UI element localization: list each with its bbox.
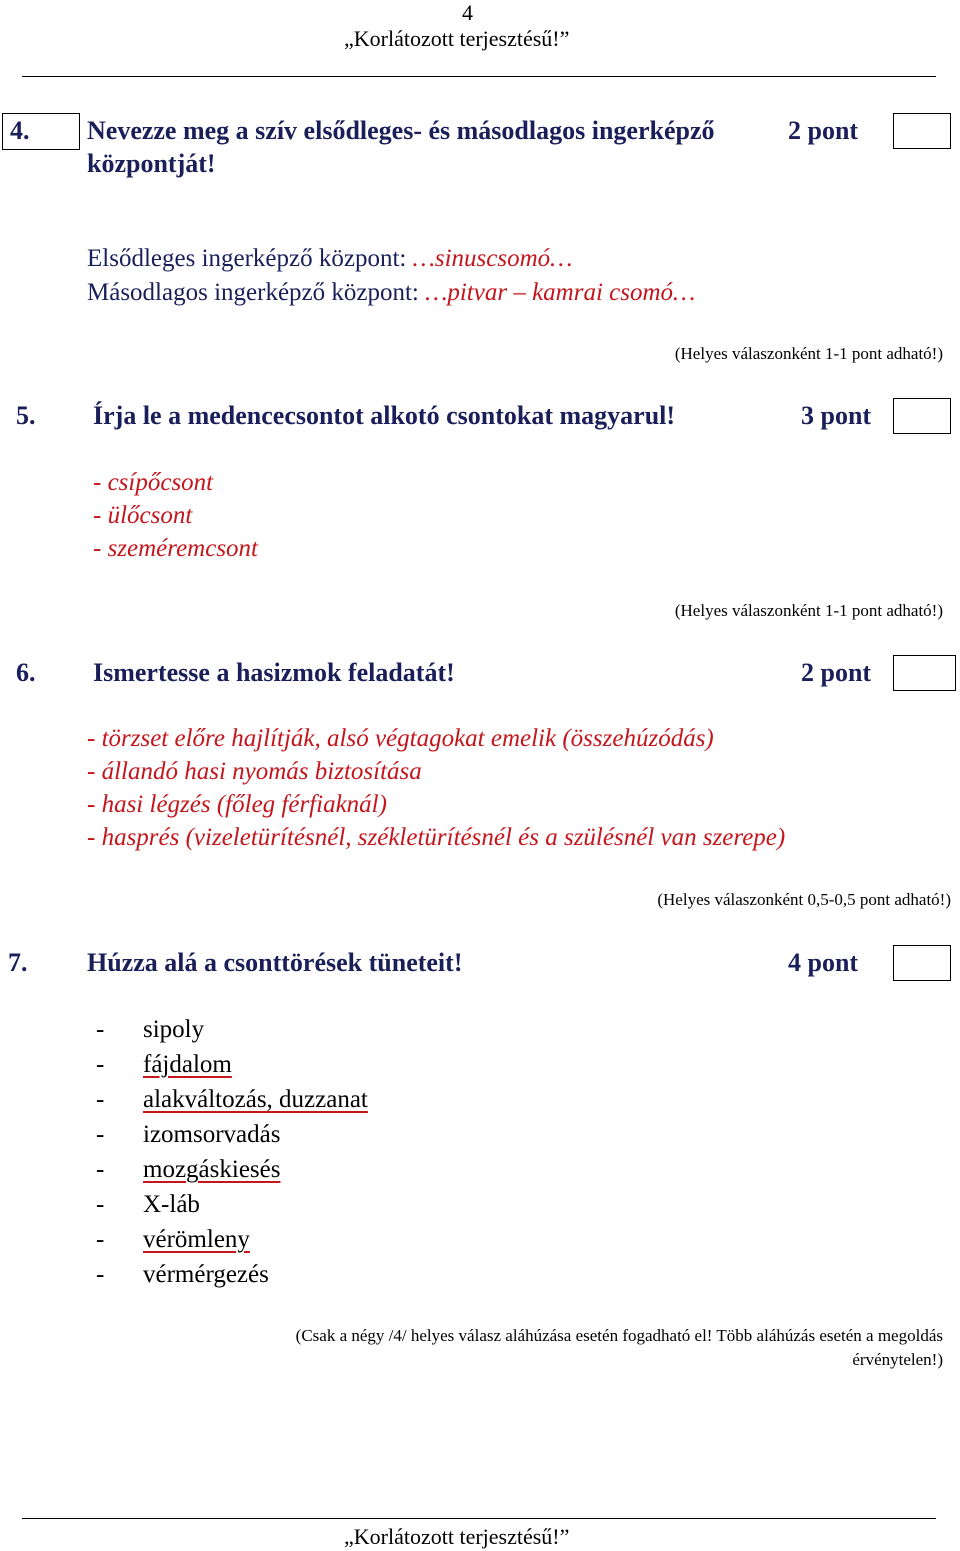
question-6-answer-1: - törzset előre hajlítják, alsó végtagokat emelik (összehúzódás): [87, 725, 714, 752]
question-5-answer-1: - csípőcsont: [93, 469, 214, 496]
question-6-score-box[interactable]: [893, 655, 956, 691]
question-5-answer-3: - szeméremcsont: [93, 535, 259, 562]
symptom-label: izomsorvadás: [143, 1121, 281, 1148]
question-4-scoring-note: (Helyes válaszonként 1-1 pont adható!): [674, 344, 943, 363]
symptom-option[interactable]: [96, 1226, 250, 1254]
question-5-score-box[interactable]: [893, 398, 951, 434]
symptom-label: fájdalom: [143, 1051, 232, 1078]
symptom-label: alakváltozás, duzzanat: [143, 1086, 368, 1113]
question-5-points: 3 pont: [801, 401, 872, 430]
symptom-option[interactable]: [96, 1156, 280, 1184]
question-6-title: Ismertesse a hasizmok feladatát!: [93, 658, 455, 687]
symptom-dash: -: [96, 1226, 105, 1253]
question-6-scoring-note: (Helyes válaszonként 0,5-0,5 pont adható!): [657, 890, 951, 909]
question-4-answer-1: [87, 245, 572, 273]
question-6-answer-2: - állandó hasi nyomás biztosítása: [87, 758, 422, 785]
footer-restricted-label: „Korlátozott terjesztésű!”: [344, 1524, 570, 1549]
symptom-option[interactable]: [96, 1261, 269, 1289]
question-6-answer-4: - hasprés (vizeletürítésnél, székletürítésnél és a szülésnél van szerepe): [87, 824, 786, 851]
question-5-scoring-note: (Helyes válaszonként 1-1 pont adható!): [674, 601, 943, 620]
question-6-points: 2 pont: [801, 658, 872, 687]
question-4-title: Nevezze meg a szív elsődleges- és másodlagos ingerképző: [87, 116, 715, 145]
question-6-answer-3: - hasi légzés (főleg férfiaknál): [87, 791, 387, 818]
footer-rule: [22, 1518, 936, 1519]
question-4-number: 4.: [10, 116, 30, 145]
question-4-answer-1-label: Elsődleges ingerképző központ:: [87, 245, 413, 272]
question-5-answer-2: - ülőcsont: [93, 502, 193, 529]
question-7-scoring-note: (Csak a négy /4/ helyes válasz aláhúzása esetén fogadható el! Több aláhúzás esetén a megoldás: [295, 1326, 943, 1345]
symptom-label: X-láb: [143, 1191, 200, 1218]
question-7-scoring-note-cont: érvénytelen!): [852, 1350, 943, 1369]
question-4-answer-2-label: Másodlagos ingerképző központ:: [87, 279, 426, 306]
question-4-score-box[interactable]: [893, 113, 951, 149]
page-number: 4: [462, 0, 473, 25]
question-7-score-box[interactable]: [893, 945, 951, 981]
symptom-dash: -: [96, 1016, 105, 1043]
symptom-label: sipoly: [143, 1016, 205, 1043]
question-4-answer-2-value: …pitvar – kamrai csomó…: [425, 279, 696, 306]
symptom-label: vérömleny: [143, 1226, 250, 1253]
header-restricted-label: „Korlátozott terjesztésű!”: [344, 26, 570, 51]
question-4-title-cont: központját!: [87, 149, 216, 178]
question-4-answer-2: [87, 279, 695, 307]
symptom-option[interactable]: [96, 1086, 368, 1114]
symptom-label: mozgáskiesés: [143, 1156, 281, 1183]
symptom-dash: -: [96, 1156, 105, 1183]
question-4-points: 2 pont: [788, 116, 859, 145]
question-6-number: 6.: [16, 658, 36, 687]
question-7-title: Húzza alá a csonttörések tüneteit!: [87, 948, 463, 977]
symptom-option[interactable]: [96, 1016, 204, 1044]
symptom-dash: -: [96, 1121, 105, 1148]
question-5-number: 5.: [16, 401, 36, 430]
question-5-title: Írja le a medencecsontot alkotó csontokat magyarul!: [93, 401, 676, 430]
question-7-points: 4 pont: [788, 948, 859, 977]
symptom-option[interactable]: [96, 1191, 200, 1219]
symptom-dash: -: [96, 1191, 105, 1218]
symptom-option[interactable]: [96, 1121, 280, 1149]
symptom-dash: -: [96, 1051, 105, 1078]
symptom-dash: -: [96, 1086, 105, 1113]
symptom-dash: -: [96, 1261, 105, 1288]
symptom-label: vérmérgezés: [143, 1261, 269, 1288]
header-rule: [22, 76, 936, 77]
symptom-option[interactable]: [96, 1051, 232, 1079]
question-4-answer-1-value: …sinuscsomó…: [412, 245, 573, 272]
question-7-number: 7.: [8, 948, 28, 977]
